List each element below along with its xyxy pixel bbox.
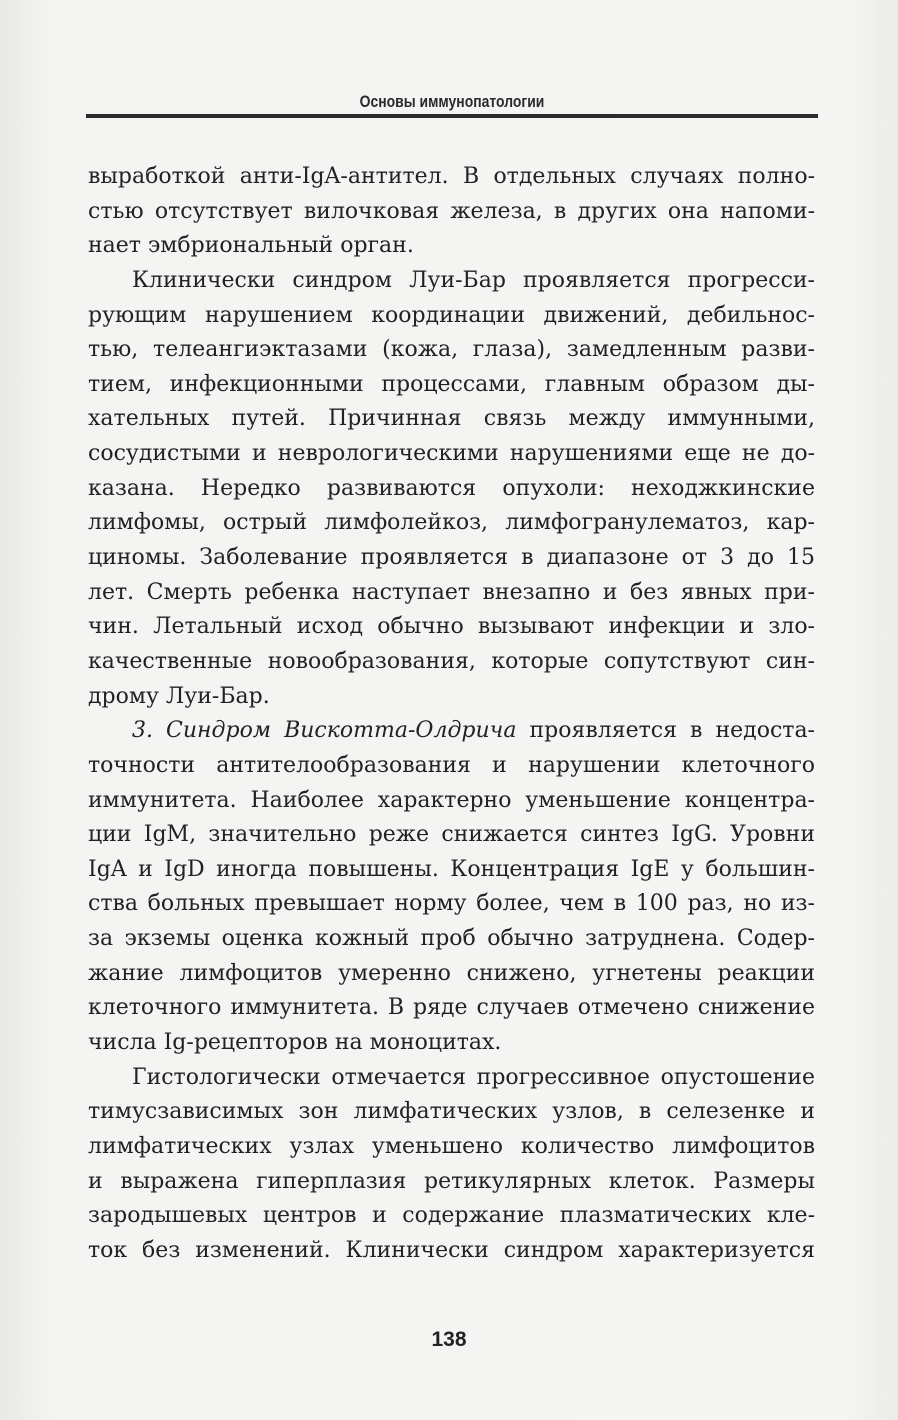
text-line: и выражена гиперплазия ретикулярных клеток. Размеры xyxy=(88,1168,815,1194)
text-line: точности антителообразования и нарушении клеточного xyxy=(88,752,815,778)
text-line: жание лимфоцитов умеренно снижено, угнетены реакции xyxy=(88,960,815,986)
text-line: хательных путей. Причинная связь между иммунными, xyxy=(88,406,815,432)
text-line: ства больных превышает норму более, чем в 100 раз, но из- xyxy=(88,891,815,917)
text-line: клеточного иммунитета. В ряде случаев отмечено снижение xyxy=(88,995,815,1021)
paragraph-first-line: Гистологически отмечается прогрессивное опустошение xyxy=(132,1064,815,1090)
item-3-number: 3. xyxy=(132,718,153,744)
text-line: тием, инфекционными процессами, главным образом ды- xyxy=(88,371,815,397)
text-line: IgA и IgD иногда повышены. Концентрация IgE у большин- xyxy=(88,856,815,882)
text-line: сосудистыми и неврологическими нарушениями еще не до- xyxy=(88,441,815,467)
page-number: 138 xyxy=(431,1328,467,1351)
text-line: числа Ig-рецепторов на моноцитах. xyxy=(88,1030,502,1056)
text-line: тимусзависимых зон лимфатических узлов, в селезенке и xyxy=(88,1099,815,1125)
text-line: лет. Смерть ребенка наступает внезапно и без явных при- xyxy=(88,579,815,605)
text-line: ток без изменений. Клинически синдром характеризуется xyxy=(88,1237,815,1263)
text-line: тью, телеангиэктазами (кожа, глаза), замедленным разви- xyxy=(88,337,815,363)
text-line: качественные новообразования, которые сопутствуют син- xyxy=(88,648,815,674)
text-line: зародышевых центров и содержание плазматических кле- xyxy=(88,1203,815,1229)
text-line: нает эмбриональный орган. xyxy=(88,233,414,259)
text-line: чин. Летальный исход обычно вызывают инфекции и зло- xyxy=(88,614,815,640)
text-line: циномы. Заболевание проявляется в диапазоне от 3 до 15 xyxy=(88,545,815,571)
text-line: выработкой анти-IgA-антител. В отдельных случаях полно- xyxy=(88,164,815,189)
text-line: за экземы оценка кожный проб обычно затруднена. Содер- xyxy=(88,926,815,952)
body-text xyxy=(88,160,815,1269)
text-line: казана. Нередко развиваются опухоли: неходжкинские xyxy=(88,475,815,501)
text-line: иммунитета. Наиболее характерно уменьшение концентра- xyxy=(88,787,815,813)
paragraph-first-line: Клинически синдром Луи-Бар проявляется прогресси- xyxy=(132,267,815,293)
text-line: ции IgM, значительно реже снижается синтез IgG. Уровни xyxy=(88,822,815,848)
text-line: дрому Луи-Бар. xyxy=(88,683,270,709)
header-rule xyxy=(86,114,818,118)
running-header: Основы иммунопатологии xyxy=(359,92,545,111)
item-3-term: Синдром Вискотта-Олдрича xyxy=(166,718,517,744)
text-line: лимфатических узлах уменьшено количество лимфоцитов xyxy=(88,1133,815,1159)
text-line: рующим нарушением координации движений, дебильнос- xyxy=(88,302,815,328)
item-3-first-line xyxy=(88,714,815,749)
text-line: лимфомы, острый лимфолейкоз, лимфогранулематоз, кар- xyxy=(88,510,815,536)
item-3-rest: проявляется в недоста- xyxy=(529,718,815,744)
text-line: стью отсутствует вилочковая железа, в других она напоми- xyxy=(88,198,815,224)
